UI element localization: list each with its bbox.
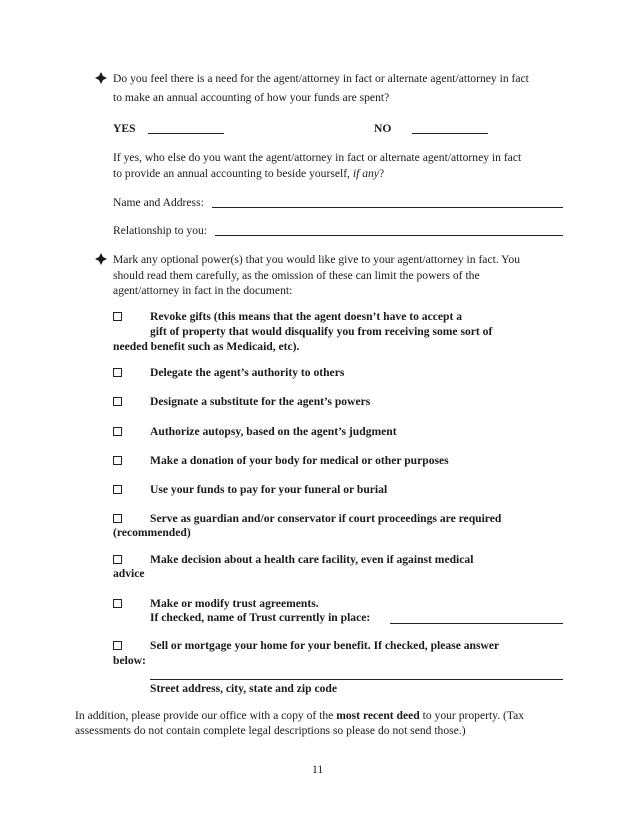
q1-text-line1: Do you feel there is a need for the agent/attorney in fact or alternate agent/attorney in fact	[113, 72, 529, 85]
home-address-field[interactable]	[150, 667, 563, 680]
option-sell-home[interactable]	[113, 638, 122, 654]
option-trust[interactable]	[113, 596, 122, 612]
yes-answer-field[interactable]	[148, 121, 224, 134]
q2-text-line1: Mark any optional power(s) that you would like give to your agent/attorney in fact. You	[113, 253, 520, 266]
option-home-text-line1: Sell or mortgage your home for your benefit. If checked, please answer	[150, 639, 500, 652]
option-health-text-line1: Make decision about a health care facility, even if against medical	[150, 553, 474, 566]
checkbox[interactable]	[113, 397, 122, 406]
checkbox[interactable]	[113, 485, 122, 494]
option-autopsy[interactable]	[113, 424, 122, 440]
checkbox[interactable]	[113, 641, 122, 650]
option-trust-text-line1: Make or modify trust agreements.	[150, 597, 319, 610]
option-delegate[interactable]	[113, 365, 122, 381]
option-home-text-line2: below:	[113, 654, 146, 667]
diamond-bullet-icon	[95, 72, 107, 84]
option-revoke-text-line1: Revoke gifts (this means that the agent doesn’t have to accept a	[150, 310, 463, 323]
no-answer-field[interactable]	[412, 121, 488, 134]
trust-name-field[interactable]	[390, 611, 563, 624]
relationship-label: Relationship to you:	[113, 224, 208, 237]
option-funeral[interactable]	[113, 482, 122, 498]
option-revoke-gifts[interactable]	[113, 309, 122, 325]
address-caption: Street address, city, state and zip code	[150, 682, 337, 695]
checkbox[interactable]	[113, 427, 122, 436]
closing-line1	[75, 708, 524, 724]
page-number: 11	[312, 763, 324, 776]
option-trust-text-line2: If checked, name of Trust currently in place:	[150, 611, 371, 624]
name-address-label: Name and Address:	[113, 196, 204, 209]
followup-text-line1: If yes, who else do you want the agent/attorney in fact or alternate agent/attorney in fact	[113, 151, 522, 164]
option-guardian-text-line2: (recommended)	[113, 526, 191, 539]
diamond-bullet-icon	[95, 253, 107, 265]
closing-suffix: to your property. (Tax	[422, 709, 525, 722]
option-funeral-text: Use your funds to pay for your funeral or burial	[150, 483, 388, 496]
option-delegate-text: Delegate the agent’s authority to others	[150, 366, 345, 379]
followup-text-emphasis: if any	[352, 167, 379, 180]
checkbox[interactable]	[113, 555, 122, 564]
option-substitute-text: Designate a substitute for the agent’s powers	[150, 395, 371, 408]
name-address-field[interactable]	[212, 195, 563, 208]
q2-text-line3: agent/attorney in fact in the document:	[113, 284, 293, 297]
checkbox[interactable]	[113, 368, 122, 377]
followup-text-line2	[113, 166, 384, 182]
yes-label: YES	[113, 122, 136, 135]
closing-emphasis: most recent deed	[336, 709, 420, 722]
q2-text-line2: should read them carefully, as the omission of these can limit the powers of the	[113, 269, 480, 282]
followup-text-prefix: to provide an annual accounting to beside yourself,	[113, 167, 350, 180]
option-donation-text: Make a donation of your body for medical or other purposes	[150, 454, 449, 467]
q1-text-line2: to make an annual accounting of how your funds are spent?	[113, 91, 390, 104]
checkbox[interactable]	[113, 599, 122, 608]
checkbox[interactable]	[113, 312, 122, 321]
closing-line2: assessments do not contain complete legal descriptions so please do not send those.)	[75, 724, 466, 737]
checkbox[interactable]	[113, 514, 122, 523]
checkbox[interactable]	[113, 456, 122, 465]
option-autopsy-text: Authorize autopsy, based on the agent’s judgment	[150, 425, 397, 438]
option-donation[interactable]	[113, 453, 122, 469]
option-guardian-text-line1: Serve as guardian and/or conservator if court proceedings are required	[150, 512, 502, 525]
followup-text-suffix: ?	[378, 167, 385, 180]
closing-prefix: In addition, please provide our office with a copy of the	[75, 709, 334, 722]
relationship-field[interactable]	[215, 223, 563, 236]
option-substitute[interactable]	[113, 394, 122, 410]
option-revoke-text-line2: gift of property that would disqualify you from receiving some sort of	[150, 325, 493, 338]
option-revoke-text-line3: needed benefit such as Medicaid, etc).	[113, 340, 300, 353]
no-label: NO	[374, 122, 392, 135]
option-health-text-line2: advice	[113, 567, 145, 580]
